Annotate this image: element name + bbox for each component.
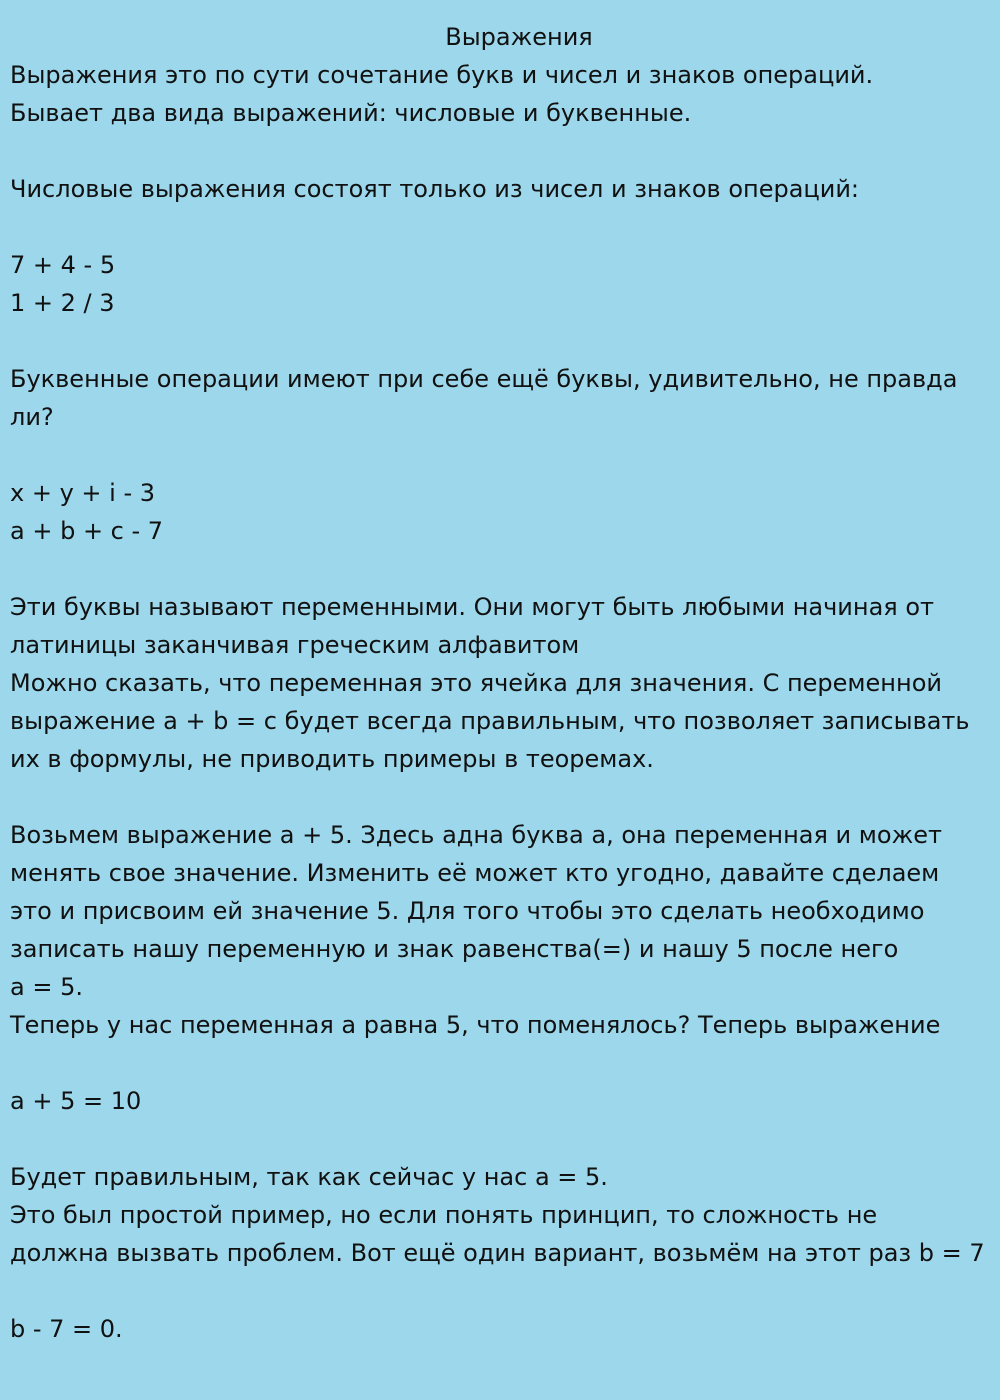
text-line: менять свое значение. Изменить её может кто угодно, давайте сделаем [10, 859, 940, 887]
blank-line [10, 436, 988, 474]
blank-line [10, 550, 988, 588]
document-body [10, 56, 988, 1348]
text-line: ли? [10, 403, 54, 431]
text-line: 7 + 4 - 5 [10, 251, 116, 279]
text-line: выражение a + b = c будет всегда правильным, что позволяет записывать [10, 707, 970, 735]
document-title: Выражения [445, 23, 593, 51]
text-line: Числовые выражения состоят только из чисел и знаков операций: [10, 175, 860, 203]
text-line: Теперь у нас переменная a равна 5, что поменялось? Теперь выражение [10, 1011, 941, 1039]
text-line: Будет правильным, так как сейчас у нас a = 5. [10, 1163, 608, 1191]
text-line: Эти буквы называют переменными. Они могут быть любыми начиная от [10, 593, 935, 621]
blank-line [10, 322, 988, 360]
text-line: a = 5. [10, 973, 83, 1001]
text-line: 1 + 2 / 3 [10, 289, 115, 317]
text-line: Бывает два вида выражений: числовые и буквенные. [10, 99, 692, 127]
text-line: это и присвоим ей значение 5. Для того чтобы это сделать необходимо [10, 897, 925, 925]
text-line: Это был простой пример, но если понять принцип, то сложность не [10, 1201, 878, 1229]
text-line: Возьмем выражение a + 5. Здесь адна буква a, она переменная и может [10, 821, 942, 849]
text-line: x + y + i - 3 [10, 479, 155, 507]
text-line: a + b + c - 7 [10, 517, 164, 545]
text-line: должна вызвать проблем. Вот ещё один вариант, возьмём на этот раз b = 7 [10, 1239, 985, 1267]
blank-line [10, 1120, 988, 1158]
text-line: Выражения это по сути сочетание букв и чисел и знаков операций. [10, 61, 874, 89]
blank-line [10, 208, 988, 246]
text-line: их в формулы, не приводить примеры в теоремах. [10, 745, 654, 773]
text-line: Буквенные операции имеют при себе ещё буквы, удивительно, не правда [10, 365, 958, 393]
blank-line [10, 778, 988, 816]
blank-line [10, 1272, 988, 1310]
text-line: b - 7 = 0. [10, 1315, 123, 1343]
blank-line [10, 132, 988, 170]
text-line: Можно сказать, что переменная это ячейка для значения. С переменной [10, 669, 942, 697]
blank-line [10, 1044, 988, 1082]
text-line: a + 5 = 10 [10, 1087, 142, 1115]
text-line: записать нашу переменную и знак равенства(=) и нашу 5 после него [10, 935, 899, 963]
text-line: латиницы заканчивая греческим алфавитом [10, 631, 580, 659]
